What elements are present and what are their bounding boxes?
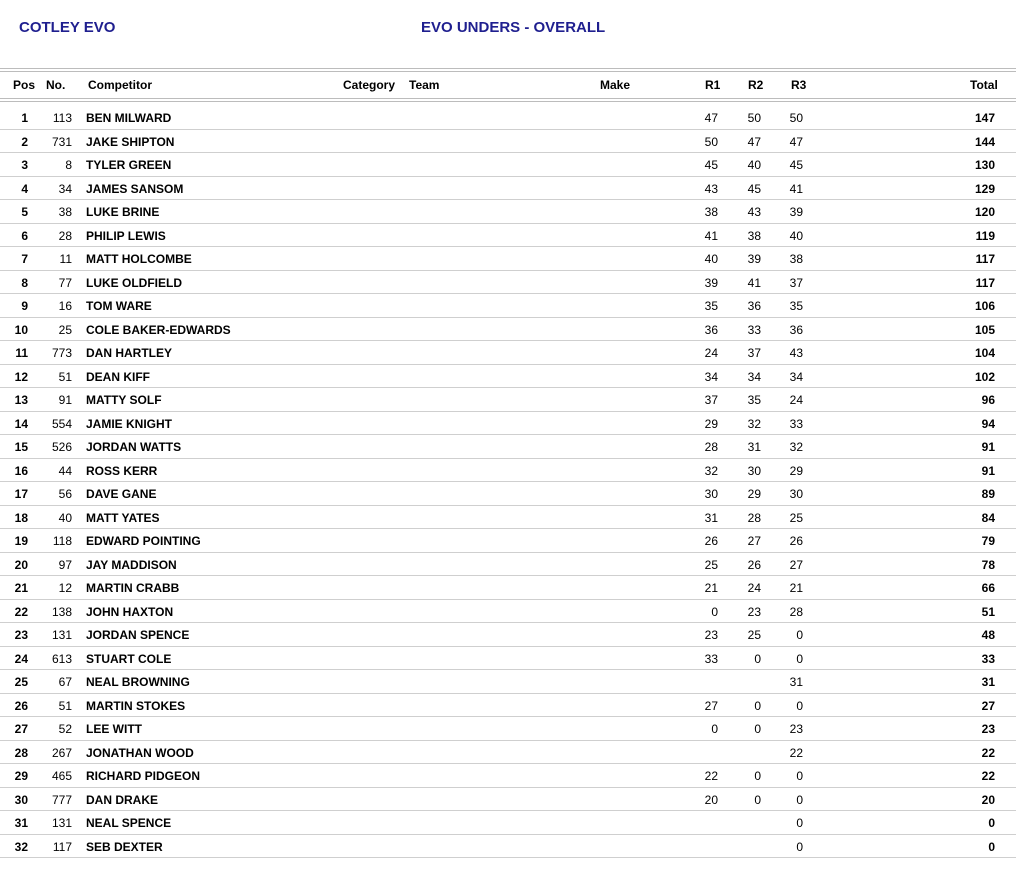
round-3-score-cell: 0 [796, 769, 803, 783]
round-1-score-cell: 24 [704, 346, 718, 360]
total-score-cell: 23 [981, 722, 995, 736]
total-score-cell: 48 [981, 628, 995, 642]
column-header-r2: R2 [748, 78, 764, 92]
round-3-score-cell: 0 [796, 792, 803, 807]
table-row [0, 553, 1016, 577]
total-score-cell: 84 [981, 510, 995, 525]
total-score-cell: 117 [975, 252, 995, 266]
round-2-score-cell: 32 [747, 416, 761, 431]
round-2-score-cell: 45 [747, 181, 761, 196]
round-2-score-cell: 31 [747, 440, 761, 454]
round-1-score-cell: 26 [704, 534, 718, 548]
table-row [0, 459, 1016, 483]
position-cell: 4 [21, 181, 28, 196]
competitor-number-cell: 38 [58, 205, 72, 219]
competitor-name-cell: JORDAN SPENCE [86, 628, 190, 642]
competitor-number-cell: 267 [51, 745, 72, 760]
round-2-score-cell: 34 [747, 369, 761, 384]
total-score-cell: 105 [974, 322, 995, 337]
position-cell: 20 [14, 557, 28, 572]
competitor-number-cell: 554 [51, 416, 72, 431]
table-row [0, 623, 1016, 647]
competitor-name-cell: DAVE GANE [86, 487, 157, 501]
total-score-cell: 27 [981, 698, 995, 713]
competitor-name-cell: PHILIP LEWIS [86, 228, 166, 243]
table-row [0, 482, 1016, 506]
header-divider [0, 71, 1016, 72]
competitor-name-cell: STUART COLE [86, 651, 172, 666]
position-cell: 21 [14, 581, 28, 595]
competitor-number-cell: 77 [58, 275, 72, 290]
total-score-cell: 117 [975, 275, 995, 290]
round-2-score-cell: 38 [747, 228, 761, 243]
table-row [0, 694, 1016, 718]
competitor-number-cell: 67 [58, 675, 72, 689]
competitor-name-cell: JOHN HAXTON [86, 604, 174, 619]
total-score-cell: 104 [974, 346, 995, 360]
round-1-score-cell: 35 [704, 299, 718, 313]
position-cell: 31 [14, 816, 28, 830]
round-2-score-cell: 35 [747, 393, 761, 407]
position-cell: 29 [14, 769, 28, 783]
competitor-number-cell: 51 [58, 369, 72, 384]
table-row [0, 318, 1016, 342]
table-row [0, 764, 1016, 788]
round-2-score-cell: 40 [747, 158, 761, 172]
competitor-name-cell: MARTIN CRABB [86, 581, 180, 595]
competitor-name-cell: EDWARD POINTING [86, 534, 201, 548]
round-2-score-cell: 41 [747, 275, 761, 290]
round-2-score-cell: 0 [754, 722, 761, 736]
position-cell: 30 [14, 792, 28, 807]
competitor-name-cell: LUKE BRINE [86, 205, 160, 219]
position-cell: 16 [14, 463, 28, 478]
round-1-score-cell: 34 [704, 369, 718, 384]
competitor-number-cell: 56 [58, 487, 72, 501]
round-1-score-cell: 39 [704, 275, 718, 290]
competitor-number-cell: 131 [51, 628, 72, 642]
position-cell: 8 [21, 275, 28, 290]
table-row [0, 341, 1016, 365]
round-3-score-cell: 34 [789, 369, 803, 384]
column-header-number: No. [46, 78, 66, 92]
competitor-name-cell: JONATHAN WOOD [86, 745, 194, 760]
round-1-score-cell: 20 [704, 792, 718, 807]
round-3-score-cell: 24 [789, 393, 803, 407]
header-divider [0, 101, 1016, 102]
round-2-score-cell: 36 [747, 299, 761, 313]
competitor-name-cell: NEAL BROWNING [86, 675, 190, 689]
position-cell: 15 [14, 440, 28, 454]
header-divider [0, 98, 1016, 99]
round-2-score-cell: 24 [747, 581, 761, 595]
round-3-score-cell: 29 [789, 463, 803, 478]
round-2-score-cell: 0 [754, 698, 761, 713]
competitor-name-cell: COLE BAKER-EDWARDS [86, 322, 231, 337]
table-row [0, 576, 1016, 600]
round-3-score-cell: 37 [789, 275, 803, 290]
table-row [0, 717, 1016, 741]
round-3-score-cell: 41 [789, 181, 803, 196]
round-3-score-cell: 23 [789, 722, 803, 736]
position-cell: 1 [21, 111, 28, 125]
header-divider [0, 68, 1016, 69]
round-3-score-cell: 38 [789, 252, 803, 266]
table-row [0, 153, 1016, 177]
column-header-category: Category [343, 78, 396, 92]
position-cell: 3 [21, 158, 28, 172]
competitor-name-cell: MATT HOLCOMBE [86, 252, 192, 266]
total-score-cell: 91 [981, 440, 995, 454]
total-score-cell: 22 [981, 769, 995, 783]
club-name: COTLEY EVO [19, 19, 116, 36]
round-3-score-cell: 39 [789, 205, 803, 219]
competitor-name-cell: RICHARD PIDGEON [86, 769, 201, 783]
round-1-score-cell: 22 [704, 769, 718, 783]
position-cell: 11 [15, 346, 28, 360]
competitor-number-cell: 117 [52, 839, 72, 854]
round-3-score-cell: 21 [789, 581, 803, 595]
competitor-number-cell: 34 [58, 181, 72, 196]
round-2-score-cell: 33 [747, 322, 761, 337]
round-2-score-cell: 28 [747, 510, 761, 525]
total-score-cell: 94 [981, 416, 995, 431]
competitor-number-cell: 731 [51, 134, 72, 149]
table-row [0, 670, 1016, 694]
total-score-cell: 144 [974, 134, 995, 149]
competitor-number-cell: 465 [51, 769, 72, 783]
round-3-score-cell: 22 [789, 745, 803, 760]
column-header-total: Total [970, 78, 998, 92]
round-3-score-cell: 0 [796, 628, 803, 642]
total-score-cell: 66 [981, 581, 995, 595]
column-header-team: Team [409, 78, 440, 92]
position-cell: 9 [21, 299, 28, 313]
round-3-score-cell: 25 [789, 510, 803, 525]
round-2-score-cell: 0 [754, 651, 761, 666]
total-score-cell: 102 [974, 369, 995, 384]
round-2-score-cell: 23 [747, 604, 761, 619]
round-1-score-cell: 27 [704, 698, 718, 713]
competitor-number-cell: 773 [51, 346, 72, 360]
table-row [0, 294, 1016, 318]
competitor-number-cell: 613 [51, 651, 72, 666]
competitor-number-cell: 52 [58, 722, 72, 736]
round-3-score-cell: 33 [789, 416, 803, 431]
competitor-name-cell: JAY MADDISON [86, 557, 177, 572]
competitor-number-cell: 118 [52, 534, 72, 548]
total-score-cell: 22 [981, 745, 995, 760]
table-row [0, 811, 1016, 835]
position-cell: 7 [21, 252, 28, 266]
competitor-number-cell: 91 [58, 393, 72, 407]
competitor-name-cell: MATT YATES [86, 510, 160, 525]
total-score-cell: 120 [974, 205, 995, 219]
position-cell: 25 [14, 675, 28, 689]
round-2-score-cell: 0 [754, 769, 761, 783]
round-3-score-cell: 0 [796, 651, 803, 666]
total-score-cell: 0 [988, 839, 995, 854]
position-cell: 12 [14, 369, 28, 384]
round-3-score-cell: 26 [789, 534, 803, 548]
total-score-cell: 106 [974, 299, 995, 313]
position-cell: 32 [14, 839, 28, 854]
round-2-score-cell: 25 [747, 628, 761, 642]
competitor-number-cell: 28 [58, 228, 72, 243]
competitor-name-cell: TOM WARE [86, 299, 152, 313]
round-1-score-cell: 30 [704, 487, 718, 501]
table-row [0, 365, 1016, 389]
total-score-cell: 130 [974, 158, 995, 172]
table-row [0, 247, 1016, 271]
round-1-score-cell: 47 [704, 111, 718, 125]
total-score-cell: 20 [981, 792, 995, 807]
round-3-score-cell: 43 [789, 346, 803, 360]
round-3-score-cell: 50 [789, 111, 803, 125]
total-score-cell: 33 [981, 651, 995, 666]
competitor-name-cell: LUKE OLDFIELD [86, 275, 182, 290]
table-row [0, 647, 1016, 671]
total-score-cell: 129 [974, 181, 995, 196]
table-row [0, 177, 1016, 201]
competitor-number-cell: 44 [58, 463, 72, 478]
competitor-name-cell: JAKE SHIPTON [86, 134, 175, 149]
competitor-number-cell: 12 [58, 581, 72, 595]
position-cell: 26 [14, 698, 28, 713]
competitor-name-cell: DEAN KIFF [86, 369, 150, 384]
competitor-number-cell: 11 [59, 252, 72, 266]
competitor-number-cell: 8 [65, 158, 72, 172]
position-cell: 28 [14, 745, 28, 760]
competitor-number-cell: 97 [58, 557, 72, 572]
table-row [0, 506, 1016, 530]
round-3-score-cell: 40 [789, 228, 803, 243]
competitor-name-cell: BEN MILWARD [86, 111, 172, 125]
total-score-cell: 79 [981, 534, 995, 548]
table-row [0, 388, 1016, 412]
position-cell: 13 [14, 393, 28, 407]
column-header-pos: Pos [13, 78, 36, 92]
position-cell: 18 [14, 510, 28, 525]
round-2-score-cell: 0 [754, 792, 761, 807]
competitor-number-cell: 25 [58, 322, 72, 337]
table-row [0, 271, 1016, 295]
table-row [0, 529, 1016, 553]
round-1-score-cell: 31 [704, 510, 718, 525]
round-2-score-cell: 29 [747, 487, 761, 501]
table-row [0, 788, 1016, 812]
table-row [0, 741, 1016, 765]
column-header-row [0, 78, 1016, 94]
round-1-score-cell: 41 [704, 228, 718, 243]
round-1-score-cell: 29 [704, 416, 718, 431]
round-3-score-cell: 30 [789, 487, 803, 501]
round-2-score-cell: 37 [747, 346, 761, 360]
round-2-score-cell: 39 [747, 252, 761, 266]
competitor-number-cell: 40 [58, 510, 72, 525]
position-cell: 5 [21, 205, 28, 219]
round-1-score-cell: 40 [704, 252, 718, 266]
column-header-r1: R1 [705, 78, 721, 92]
round-3-score-cell: 28 [789, 604, 803, 619]
column-header-r3: R3 [791, 78, 807, 92]
table-row [0, 224, 1016, 248]
round-1-score-cell: 38 [704, 205, 718, 219]
column-header-make: Make [600, 78, 631, 92]
competitor-number-cell: 51 [58, 698, 72, 713]
competitor-name-cell: SEB DEXTER [86, 839, 163, 854]
competitor-name-cell: ROSS KERR [86, 463, 158, 478]
total-score-cell: 96 [981, 393, 995, 407]
round-1-score-cell: 33 [704, 651, 718, 666]
round-2-score-cell: 50 [747, 111, 761, 125]
competitor-name-cell: JAMIE KNIGHT [86, 416, 173, 431]
round-2-score-cell: 27 [747, 534, 761, 548]
competitor-name-cell: JORDAN WATTS [86, 440, 182, 454]
table-row [0, 130, 1016, 154]
round-1-score-cell: 21 [704, 581, 718, 595]
position-cell: 10 [14, 322, 28, 337]
competitor-number-cell: 16 [58, 299, 72, 313]
table-row [0, 835, 1016, 859]
round-3-score-cell: 35 [789, 299, 803, 313]
round-1-score-cell: 25 [704, 557, 718, 572]
table-row [0, 106, 1016, 130]
position-cell: 2 [21, 134, 28, 149]
total-score-cell: 147 [974, 111, 995, 125]
table-row [0, 200, 1016, 224]
position-cell: 22 [14, 604, 28, 619]
round-1-score-cell: 0 [711, 722, 718, 736]
competitor-name-cell: LEE WITT [86, 722, 142, 736]
competitor-number-cell: 777 [51, 792, 72, 807]
round-1-score-cell: 32 [704, 463, 718, 478]
total-score-cell: 0 [988, 816, 995, 830]
table-row [0, 435, 1016, 459]
round-2-score-cell: 47 [747, 134, 761, 149]
round-3-score-cell: 0 [796, 698, 803, 713]
competitor-number-cell: 131 [51, 816, 72, 830]
position-cell: 19 [14, 534, 28, 548]
round-3-score-cell: 0 [796, 816, 803, 830]
total-score-cell: 78 [981, 557, 995, 572]
total-score-cell: 31 [981, 675, 995, 689]
round-3-score-cell: 36 [789, 322, 803, 337]
round-3-score-cell: 27 [789, 557, 803, 572]
position-cell: 24 [14, 651, 28, 666]
results-table [0, 106, 1016, 858]
round-1-score-cell: 43 [704, 181, 718, 196]
round-3-score-cell: 31 [789, 675, 803, 689]
competitor-name-cell: DAN DRAKE [86, 792, 158, 807]
round-1-score-cell: 36 [704, 322, 718, 337]
position-cell: 23 [14, 628, 28, 642]
table-row [0, 600, 1016, 624]
round-2-score-cell: 43 [747, 205, 761, 219]
competitor-name-cell: NEAL SPENCE [86, 816, 172, 830]
competitor-number-cell: 138 [51, 604, 72, 619]
round-2-score-cell: 26 [747, 557, 761, 572]
round-3-score-cell: 32 [789, 440, 803, 454]
position-cell: 27 [14, 722, 28, 736]
total-score-cell: 91 [981, 463, 995, 478]
round-2-score-cell: 30 [747, 463, 761, 478]
position-cell: 6 [21, 228, 28, 243]
competitor-name-cell: MATTY SOLF [86, 393, 162, 407]
round-3-score-cell: 47 [789, 134, 803, 149]
round-3-score-cell: 0 [796, 839, 803, 854]
competitor-number-cell: 526 [51, 440, 72, 454]
competitor-name-cell: TYLER GREEN [86, 158, 172, 172]
position-cell: 14 [14, 416, 28, 431]
competitor-name-cell: JAMES SANSOM [86, 181, 184, 196]
competitor-number-cell: 113 [52, 111, 72, 125]
round-1-score-cell: 50 [704, 134, 718, 149]
event-title: EVO UNDERS - OVERALL [421, 19, 606, 36]
round-3-score-cell: 45 [789, 158, 803, 172]
round-1-score-cell: 0 [711, 604, 718, 619]
table-row [0, 412, 1016, 436]
round-1-score-cell: 37 [704, 393, 718, 407]
total-score-cell: 119 [975, 228, 995, 243]
competitor-name-cell: MARTIN STOKES [86, 698, 186, 713]
competitor-name-cell: DAN HARTLEY [86, 346, 172, 360]
total-score-cell: 89 [981, 487, 995, 501]
total-score-cell: 51 [981, 604, 995, 619]
column-header-competitor: Competitor [88, 78, 152, 92]
position-cell: 17 [14, 487, 28, 501]
round-1-score-cell: 45 [704, 158, 718, 172]
round-1-score-cell: 28 [704, 440, 718, 454]
round-1-score-cell: 23 [704, 628, 718, 642]
